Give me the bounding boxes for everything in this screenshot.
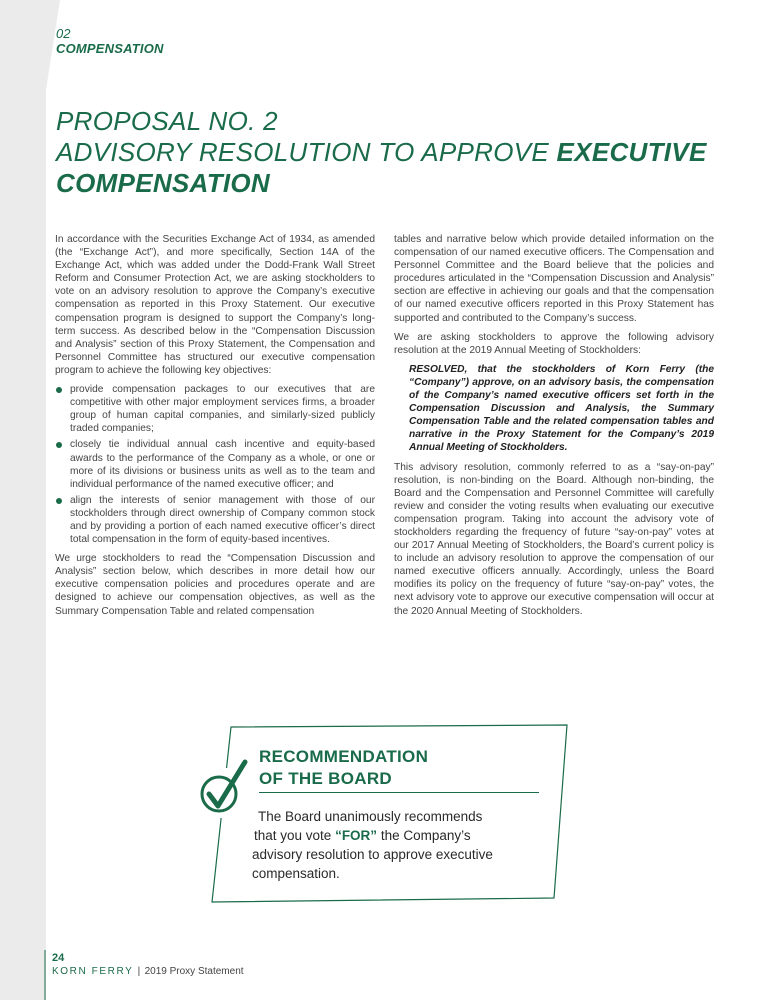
advisory-paragraph: This advisory resolution, commonly referred to as a “say-on-pay” resolution, is non-binding on the Board. Although non-binding, the Board and the Compensation and Personnel Committee will carefully review and consider the voting results when evaluating our executive compensation program. Taking into account the advisory vote of stockholders regarding the frequency of future “say-on-pay” votes at our 2017 Annual Meeting of Stockholders, the Board’s current policy is to include an advisory resolution to approve the compensation of our named executive officers annually. Accordingly, unless the Board modifies its policy on the frequency of future “say-on-pay” votes, the next advisory vote to approve our executive compensation will occur at the 2020 Annual Meeting of Stockholders. [394, 461, 714, 617]
title-regular-part: ADVISORY RESOLUTION TO APPROVE [56, 137, 550, 167]
asking-paragraph: We are asking stockholders to approve the following advisory resolution at the 2019 Annual Meeting of Stockholders: [394, 331, 714, 356]
for-vote-emphasis: “FOR” [335, 828, 378, 843]
title-line-3: COMPENSATION [56, 168, 271, 198]
list-item: closely tie individual annual cash incentive and equity-based awards to the performance of the Company as a whole, or one or more of its divisions or business units as well as to the team and individual performance of the named executive officer; and [55, 438, 375, 490]
bullet-icon [56, 442, 62, 448]
title-line-1: PROPOSAL NO. 2 [56, 106, 278, 136]
recommendation-title: RECOMMENDATION OF THE BOARD [259, 747, 429, 788]
left-column [55, 233, 375, 624]
title-line-2 [56, 137, 736, 168]
footer-brand: KORN FERRY | 2019 Proxy Statement [52, 966, 244, 977]
recommendation-text: The Board unanimously recommends that you vote “FOR” the Company’s advisory resolution to approve executive compensation. [252, 809, 493, 881]
footer-rule [44, 950, 48, 1000]
continuation-paragraph: tables and narrative below which provide detailed information on the compensation of our named executive officers. The Compensation and Personnel Committee and the Board believe that the policies and procedures articulated in the “Compensation Discussion and Analysis” section are effective in achieving our goals and that the compensation of our named executive officers reported in this Proxy Statement has supported and contributed to the Company’s success. [394, 234, 714, 324]
title-strong-part: EXECUTIVE [556, 137, 707, 167]
list-item: align the interests of senior management with those of our stockholders through direct ownership of Company common stock and by providing a portion of each named executive officer’s direct total compensation in the form of equity-based incentives. [55, 494, 375, 546]
bullet-icon [56, 387, 62, 393]
right-column [394, 233, 714, 624]
page-number: 24 [52, 952, 65, 964]
page-title [56, 106, 736, 199]
resolution-text: RESOLVED, that the stockholders of Korn Ferry (the “Company”) approve, on an advisory basis, the compensation of the Company’s named executive officers set forth in the Compensation Discussion and Analysis, the Summary Compensation Table and the related compensation tables and narrative in the Proxy Statement for the Company’s 2019 Annual Meeting of Stockholders. [409, 363, 714, 454]
bullet-icon [56, 498, 62, 504]
page-footer [52, 952, 244, 978]
company-name: KORN FERRY [52, 966, 134, 977]
section-name: COMPENSATION [56, 41, 164, 56]
closing-paragraph: We urge stockholders to read the “Compensation Discussion and Analysis” section below, which describes in more detail how our executive compensation policies and procedures operate and are designed to achieve our compensation objectives, as well as the Summary Compensation Table and related compensation [55, 553, 375, 617]
recommendation-divider [259, 792, 539, 793]
intro-paragraph: In accordance with the Securities Exchange Act of 1934, as amended (the “Exchange Act”), and more specifically, Section 14A of the Exchange Act, which was added under the Dodd-Frank Wall Street Reform and Consumer Protection Act, we are asking stockholders to vote on an advisory resolution to approve the Company’s executive compensation as reported in this Proxy Statement. Our executive compensation program is designed to support the Company’s long-term success. As described below in the “Compensation Discussion and Analysis” section of this Proxy Statement, the Compensation and Personnel Committee has structured our executive compensation program to achieve the following key objectives: [55, 234, 375, 376]
section-header [56, 26, 164, 57]
document-name: 2019 Proxy Statement [144, 966, 244, 977]
list-item: provide compensation packages to our executives that are competitive with other major employment services firms, a broader group of human capital companies, and similarly-sized publicly traded companies; [55, 383, 375, 435]
objectives-list [55, 383, 375, 546]
section-number: 02 [56, 26, 71, 41]
